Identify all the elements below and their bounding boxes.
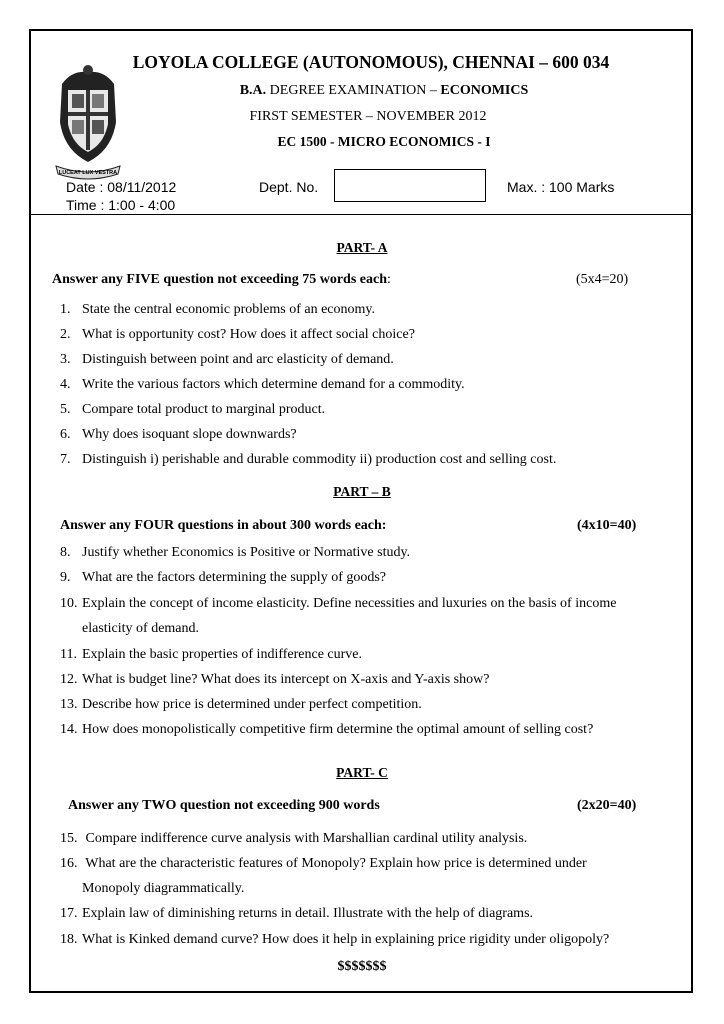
question-continuation: elasticity of demand.: [82, 621, 200, 636]
semester-line: FIRST SEMESTER – NOVEMBER 2012: [249, 109, 487, 124]
question: 9. What are the factors determining the supply of goods?: [60, 570, 387, 585]
college-name: LOYOLA COLLEGE (AUTONOMOUS), CHENNAI – 600 034: [132, 52, 610, 72]
dept-no-box[interactable]: [334, 169, 486, 202]
part-c-title: PART- C: [336, 765, 388, 780]
part-a-instruction: Answer any FIVE question not exceeding 75 words each:: [52, 272, 391, 287]
question: 16. What are the characteristic features of Monopoly? Explain how price is determined under: [60, 856, 587, 871]
part-c-marks: (2x20=40): [577, 798, 637, 813]
question: 7. Distinguish i) perishable and durable commodity ii) production cost and selling cost.: [60, 452, 557, 467]
question: 6. Why does isoquant slope downwards?: [60, 427, 297, 442]
question: 1. State the central economic problems of an economy.: [60, 302, 375, 317]
dept-no-label: Dept. No.: [259, 179, 319, 195]
max-marks: Max. : 100 Marks: [507, 179, 615, 195]
course-line: EC 1500 - MICRO ECONOMICS - I: [277, 134, 491, 149]
question: 15. Compare indifference curve analysis with Marshallian cardinal utility analysis.: [60, 831, 528, 846]
question: 3. Distinguish between point and arc elasticity of demand.: [60, 352, 394, 367]
question: 11. Explain the basic properties of indifference curve.: [60, 647, 363, 662]
logo-motto: LUCEAT LUX VESTRA: [58, 170, 118, 176]
question: 13. Describe how price is determined under perfect competition.: [60, 697, 422, 712]
part-b-marks: (4x10=40): [577, 518, 637, 533]
question: 8. Justify whether Economics is Positive or Normative study.: [60, 545, 411, 560]
question: 14. How does monopolistically competitive firm determine the optimal amount of selling cost?: [60, 722, 594, 737]
end-marker: $$$$$$$: [337, 959, 387, 974]
header-divider: [31, 214, 691, 215]
part-b-title: PART – B: [333, 484, 391, 499]
part-a-marks: (5x4=20): [576, 272, 629, 287]
exam-time: Time : 1:00 - 4:00: [66, 197, 176, 213]
question: 18. What is Kinked demand curve? How does it help in explaining price rigidity under oligopoly?: [60, 932, 610, 947]
question: 5. Compare total product to marginal product.: [60, 402, 326, 417]
part-c-instruction: Answer any TWO question not exceeding 900 words: [68, 798, 380, 813]
question: 2. What is opportunity cost? How does it affect social choice?: [60, 327, 415, 342]
part-b-instruction: Answer any FOUR questions in about 300 words each:: [60, 518, 387, 533]
question: 12. What is budget line? What does its intercept on X-axis and Y-axis show?: [60, 672, 490, 687]
question: 17. Explain law of diminishing returns in detail. Illustrate with the help of diagrams.: [60, 906, 534, 921]
question: 4. Write the various factors which determine demand for a commodity.: [60, 377, 465, 392]
exam-date: Date : 08/11/2012: [66, 179, 177, 195]
part-a-title: PART- A: [336, 240, 388, 255]
question: 10. Explain the concept of income elasticity. Define necessities and luxuries on the basis of income: [60, 596, 617, 611]
question-continuation: Monopoly diagrammatically.: [82, 881, 245, 896]
degree-line: B.A. DEGREE EXAMINATION – ECONOMICS: [239, 83, 529, 98]
